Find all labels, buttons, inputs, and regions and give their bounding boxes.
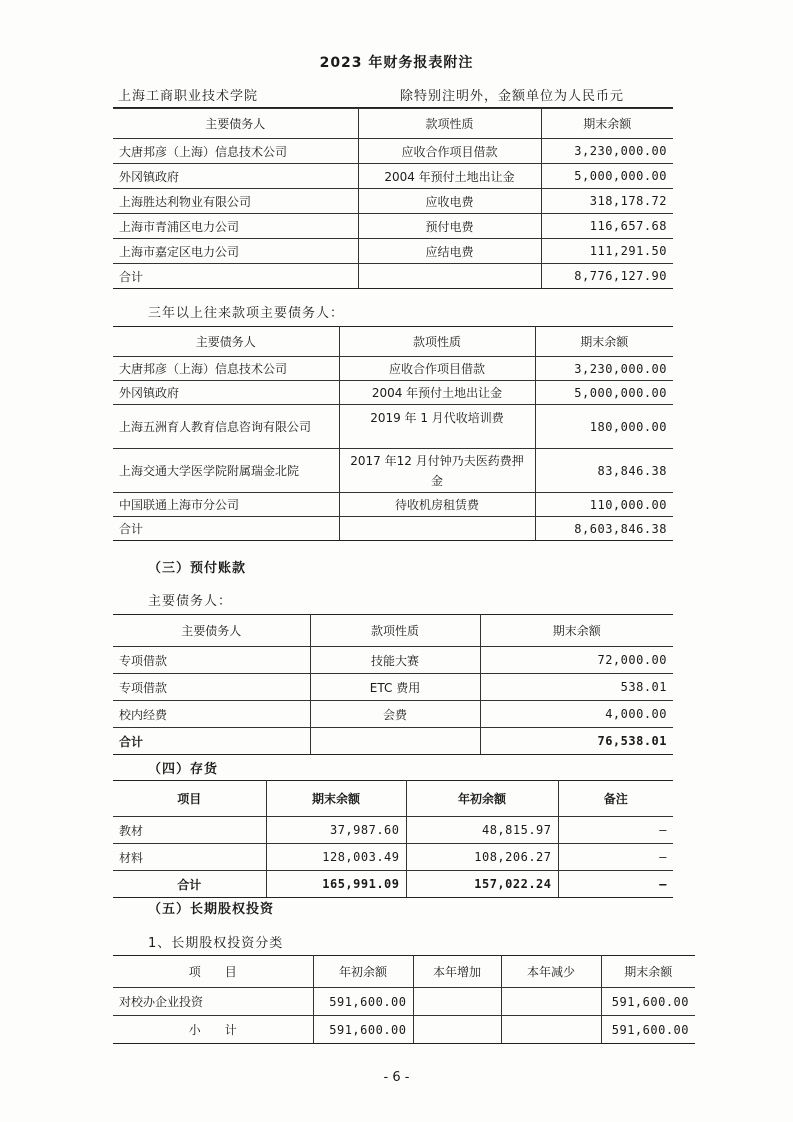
remark-cell: — <box>558 817 673 844</box>
total-value: 76,538.01 <box>480 728 673 755</box>
column-header: 备注 <box>558 781 673 817</box>
subheading-main-debtors: 主要债务人： <box>148 594 233 609</box>
amount-cell: 3,230,000.00 <box>541 139 673 164</box>
table-row <box>113 988 695 1016</box>
debtor-cell: 上海市嘉定区电力公司 <box>113 239 358 264</box>
column-header: 款项性质 <box>310 615 480 647</box>
debtor-cell: 中国联通上海市分公司 <box>113 493 339 517</box>
item-cell: 对校办企业投资 <box>113 988 313 1016</box>
increase-cell <box>413 988 501 1016</box>
debtor-cell: 大唐邦彦（上海）信息技术公司 <box>113 139 358 164</box>
nature-cell: 2004 年预付土地出让金 <box>358 164 541 189</box>
nature-cell: 会费 <box>310 701 480 728</box>
table-row <box>113 674 673 701</box>
equity-investment-table <box>113 955 695 1044</box>
table-row <box>113 647 673 674</box>
debtor-cell: 大唐邦彦（上海）信息技术公司 <box>113 357 339 381</box>
column-header: 期末余额 <box>601 956 695 988</box>
total-label: 合计 <box>113 728 310 755</box>
nature-cell: 待收机房租赁费 <box>339 493 535 517</box>
nature-cell: ETC 费用 <box>310 674 480 701</box>
closing-balance-cell: 37,987.60 <box>266 817 406 844</box>
subtotal-row <box>113 1016 695 1044</box>
debtor-cell: 外冈镇政府 <box>113 381 339 405</box>
total-value: 8,776,127.90 <box>541 264 673 289</box>
section-heading-prepayments: （三）预付账款 <box>148 561 247 576</box>
closing-balance-cell: 128,003.49 <box>266 844 406 871</box>
subheading-equity-classification: 1、长期股权投资分类 <box>148 936 284 951</box>
remark-cell: — <box>558 844 673 871</box>
subtotal-opening: 591,600.00 <box>313 1016 413 1044</box>
amount-cell: 4,000.00 <box>480 701 673 728</box>
debtor-cell: 上海交通大学医学院附属瑞金北院 <box>113 449 339 493</box>
debtor-cell: 专项借款 <box>113 647 310 674</box>
subtotal-decrease <box>501 1016 601 1044</box>
page-number: - 6 - <box>383 1070 410 1085</box>
nature-cell: 应收合作项目借款 <box>358 139 541 164</box>
total-row <box>113 728 673 755</box>
total-remark: — <box>558 871 673 898</box>
table-row <box>113 357 673 381</box>
empty-cell <box>358 264 541 289</box>
table-row <box>113 381 673 405</box>
table-row <box>113 189 673 214</box>
nature-cell: 应收电费 <box>358 189 541 214</box>
debtor-cell: 上海五洲育人教育信息咨询有限公司 <box>113 405 339 449</box>
closing-balance-cell: 591,600.00 <box>601 988 695 1016</box>
page-title: 2023 年财务报表附注 <box>319 55 474 71</box>
amount-cell: 3,230,000.00 <box>535 357 673 381</box>
item-cell: 教材 <box>113 817 266 844</box>
total-row <box>113 264 673 289</box>
total-label: 合计 <box>113 517 339 541</box>
column-header: 项目 <box>113 781 266 817</box>
total-label: 合计 <box>113 264 358 289</box>
total-value: 8,603,846.38 <box>535 517 673 541</box>
amount-cell: 5,000,000.00 <box>535 381 673 405</box>
subtotal-increase <box>413 1016 501 1044</box>
total-row <box>113 517 673 541</box>
debtor-cell: 上海胜达利物业有限公司 <box>113 189 358 214</box>
nature-cell: 2017 年12 月付钟乃夫医药费押金 <box>339 449 535 493</box>
table-row <box>113 214 673 239</box>
inventory-table <box>113 780 673 898</box>
column-header: 期末余额 <box>535 327 673 357</box>
nature-cell: 预付电费 <box>358 214 541 239</box>
subtotal-label: 小 计 <box>113 1016 313 1044</box>
opening-balance-cell: 48,815.97 <box>406 817 558 844</box>
nature-cell: 应结电费 <box>358 239 541 264</box>
column-header: 期末余额 <box>266 781 406 817</box>
table-row <box>113 164 673 189</box>
column-header: 主要债务人 <box>113 327 339 357</box>
unit-note: 除特别注明外，金额单位为人民币元 <box>400 89 625 104</box>
table-row <box>113 493 673 517</box>
prepayments-table <box>113 614 673 755</box>
debtor-cell: 外冈镇政府 <box>113 164 358 189</box>
column-header: 主要债务人 <box>113 615 310 647</box>
opening-balance-cell: 108,206.27 <box>406 844 558 871</box>
section-heading-long-term-equity: （五）长期股权投资 <box>148 902 275 917</box>
item-cell: 材料 <box>113 844 266 871</box>
nature-cell: 2019 年 1 月代收培训费 <box>339 405 535 449</box>
column-header: 本年减少 <box>501 956 601 988</box>
column-header: 年初余额 <box>313 956 413 988</box>
debtor-cell: 专项借款 <box>113 674 310 701</box>
amount-cell: 180,000.00 <box>535 405 673 449</box>
amount-cell: 72,000.00 <box>480 647 673 674</box>
column-header: 款项性质 <box>339 327 535 357</box>
column-header: 项 目 <box>113 956 313 988</box>
debtors-table <box>113 108 673 289</box>
amount-cell: 116,657.68 <box>541 214 673 239</box>
column-header: 期末余额 <box>541 109 673 139</box>
decrease-cell <box>501 988 601 1016</box>
amount-cell: 111,291.50 <box>541 239 673 264</box>
amount-cell: 83,846.38 <box>535 449 673 493</box>
column-header: 本年增加 <box>413 956 501 988</box>
amount-cell: 5,000,000.00 <box>541 164 673 189</box>
amount-cell: 110,000.00 <box>535 493 673 517</box>
table-row <box>113 239 673 264</box>
old-debtors-table <box>113 326 673 541</box>
column-header: 期末余额 <box>480 615 673 647</box>
amount-cell: 318,178.72 <box>541 189 673 214</box>
total-row <box>113 871 673 898</box>
total-closing-value: 165,991.09 <box>266 871 406 898</box>
section-heading-inventory: （四）存货 <box>148 762 219 777</box>
empty-cell <box>310 728 480 755</box>
column-header: 年初余额 <box>406 781 558 817</box>
table-row <box>113 817 673 844</box>
nature-cell: 2004 年预付土地出让金 <box>339 381 535 405</box>
subtotal-closing: 591,600.00 <box>601 1016 695 1044</box>
nature-cell: 应收合作项目借款 <box>339 357 535 381</box>
organization-name: 上海工商职业技术学院 <box>118 89 259 104</box>
table-row <box>113 701 673 728</box>
column-header: 主要债务人 <box>113 109 358 139</box>
table-row <box>113 844 673 871</box>
column-header: 款项性质 <box>358 109 541 139</box>
debtor-cell: 校内经费 <box>113 701 310 728</box>
amount-cell: 538.01 <box>480 674 673 701</box>
debtor-cell: 上海市青浦区电力公司 <box>113 214 358 239</box>
table-row <box>113 405 673 449</box>
section-heading-over-three-years: 三年以上往来款项主要债务人： <box>148 306 345 321</box>
total-opening-value: 157,022.24 <box>406 871 558 898</box>
nature-cell: 技能大赛 <box>310 647 480 674</box>
opening-balance-cell: 591,600.00 <box>313 988 413 1016</box>
total-label: 合计 <box>113 871 266 898</box>
table-row <box>113 449 673 493</box>
table-row <box>113 139 673 164</box>
empty-cell <box>339 517 535 541</box>
